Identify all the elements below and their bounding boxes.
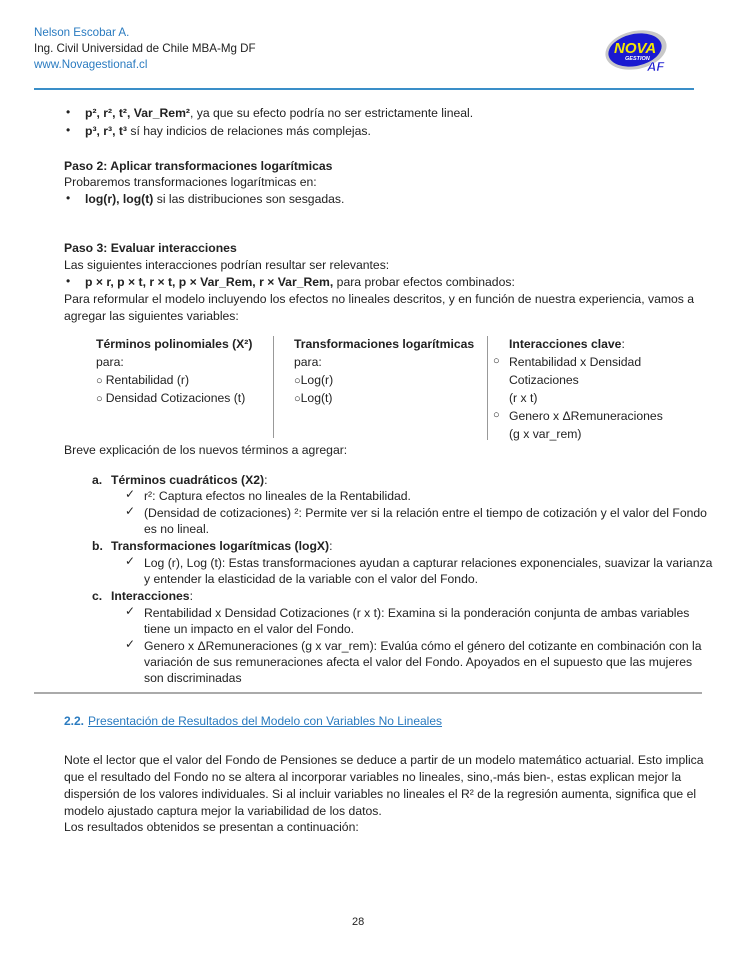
step3-title: Paso 3: Evaluar interacciones (64, 241, 237, 255)
author-credentials: Ing. Civil Universidad de Chile MBA-Mg DF (34, 42, 256, 55)
header-divider (34, 88, 694, 90)
bullet-icon: • (66, 191, 71, 205)
section-c-item-cont: variación de sus remuneraciones afecta el valor del Fondo. Apoyados en el supuesto que las mujeres (144, 655, 693, 669)
column-polynomial-item: ○ Densidad Cotizaciones (t) (96, 391, 246, 405)
circle-bullet-icon: ○ (294, 375, 301, 387)
section-c-item-cont: son discriminadas (144, 671, 242, 685)
section-2-2-para-line: dispersión de los valores individuales. Si al incluir variables no lineales el R² de la regresión aumenta, significa que el (64, 787, 697, 801)
section-b-title: Transformaciones logarítmicas (logX): (111, 539, 333, 553)
column-interactions-item-cont: Cotizaciones (509, 373, 579, 387)
checkmark-icon: ✓ (125, 554, 136, 568)
section-2-2-para-line: modelo ajustado captura mejor la variabilidad de los datos. (64, 804, 382, 818)
section-divider (34, 692, 702, 694)
step3-para-line1: Para reformular el modelo incluyendo los efectos no lineales descritos, y en función de nuestra experiencia, vamos a (64, 292, 695, 306)
column-interactions-item-cont: (g x var_rem) (509, 427, 582, 441)
section-b-item-cont: y entender la elasticidad de la variable con el valor del Fondo. (144, 572, 479, 586)
author-name: Nelson Escobar A. (34, 26, 130, 39)
page-header (34, 25, 256, 73)
column-divider (487, 336, 488, 440)
step2-intro: Probaremos transformaciones logarítmicas en: (64, 175, 317, 189)
step2-bullet: log(r), log(t) si las distribuciones son sesgadas. (85, 192, 345, 206)
section-2-2-para-line: que el resultado del Fondo no se altera al incorporar variables no lineales, sino,-más bien-, estas explican mejor la (64, 770, 682, 784)
section-title-link[interactable]: Presentación de Resultados del Modelo con Variables No Lineales (88, 714, 443, 728)
section-2-2-para-line: Los resultados obtenidos se presentan a continuación: (64, 820, 359, 834)
nova-gestion-logo (603, 26, 673, 72)
column-log-sub: para: (294, 355, 322, 369)
circle-bullet-icon: ○ (294, 393, 301, 405)
intro-bullet-1: p², r², t², Var_Rem², ya que su efecto podría no ser estrictamente lineal. (85, 106, 474, 120)
section-a-item-cont: es no lineal. (144, 522, 210, 536)
column-divider (273, 336, 274, 438)
column-interactions-item: Rentabilidad x Densidad (509, 355, 642, 369)
intro-bullet-2: p³, r³, t³ sí hay indicios de relaciones más complejas. (85, 124, 371, 138)
section-a-item: (Densidad de cotizaciones) ²: Permite ver si la relación entre el tiempo de cotización y el valor del Fondo (144, 506, 707, 520)
section-c-item: Rentabilidad x Densidad Cotizaciones (r x t): Examina si la ponderación conjunta de ambas variables (144, 606, 690, 620)
column-interactions-item-cont: (r x t) (509, 391, 538, 405)
bullet-icon: • (66, 123, 71, 137)
checkmark-icon: ✓ (125, 637, 136, 651)
step2-title: Paso 2: Aplicar transformaciones logarítmicas (64, 159, 333, 173)
column-polynomial-sub: para: (96, 355, 124, 369)
checkmark-icon: ✓ (125, 504, 136, 518)
section-b-item: Log (r), Log (t): Estas transformaciones ayudan a capturar relaciones exponenciales, suavizar la varianza (144, 556, 713, 570)
section-a-title: Términos cuadráticos (X2): (111, 473, 268, 487)
section-2-2-para-line: Note el lector que el valor del Fondo de Pensiones se deduce a partir de un modelo matemático actuarial. Esto implica (64, 753, 704, 767)
column-polynomial-title: Términos polinomiales (X²) (96, 337, 253, 351)
section-c-marker: c. (92, 589, 103, 603)
checkmark-icon: ✓ (125, 604, 136, 618)
column-interactions-title: Interacciones clave: (509, 337, 625, 351)
section-number: 2.2. (64, 714, 85, 728)
page-number: 28 (352, 916, 365, 928)
step3-intro: Las siguientes interacciones podrían resultar ser relevantes: (64, 258, 390, 272)
explanation-intro: Breve explicación de los nuevos términos a agregar: (64, 443, 348, 457)
step3-para-line2: agregar las siguientes variables: (64, 309, 239, 323)
checkmark-icon: ✓ (125, 487, 136, 501)
svg-text:AF: AF (647, 59, 665, 74)
section-a-item: r²: Captura efectos no lineales de la Rentabilidad. (144, 489, 411, 503)
svg-text:NOVA: NOVA (614, 40, 657, 57)
circle-bullet-icon: ○ (493, 409, 500, 421)
website-link[interactable]: www.Novagestionaf.cl (34, 58, 148, 71)
bullet-icon: • (66, 274, 71, 288)
section-b-marker: b. (92, 539, 103, 553)
step3-bullet: p × r, p × t, r × t, p × Var_Rem, r × Var_Rem, para probar efectos combinados: (85, 275, 515, 289)
column-polynomial-item: ○ Rentabilidad (r) (96, 373, 190, 387)
column-log-item: ○Log(r) (294, 373, 334, 387)
section-c-item: Genero x ΔRemuneraciones (g x var_rem): Evalúa cómo el género del cotizante en combinación con la (144, 639, 702, 653)
section-c-item-cont: tiene un impacto en el valor del Fondo. (144, 622, 355, 636)
bullet-icon: • (66, 105, 71, 119)
column-log-item: ○Log(t) (294, 391, 333, 405)
circle-bullet-icon: ○ (96, 375, 106, 387)
circle-bullet-icon: ○ (493, 355, 500, 367)
section-c-title: Interacciones: (111, 589, 193, 603)
svg-text:GESTION: GESTION (625, 56, 650, 62)
section-2-2-heading (64, 714, 442, 728)
column-log-title: Transformaciones logarítmicas (294, 337, 475, 351)
section-a-marker: a. (92, 473, 103, 487)
circle-bullet-icon: ○ (96, 393, 106, 405)
column-interactions-item: Genero x ΔRemuneraciones (509, 409, 663, 423)
